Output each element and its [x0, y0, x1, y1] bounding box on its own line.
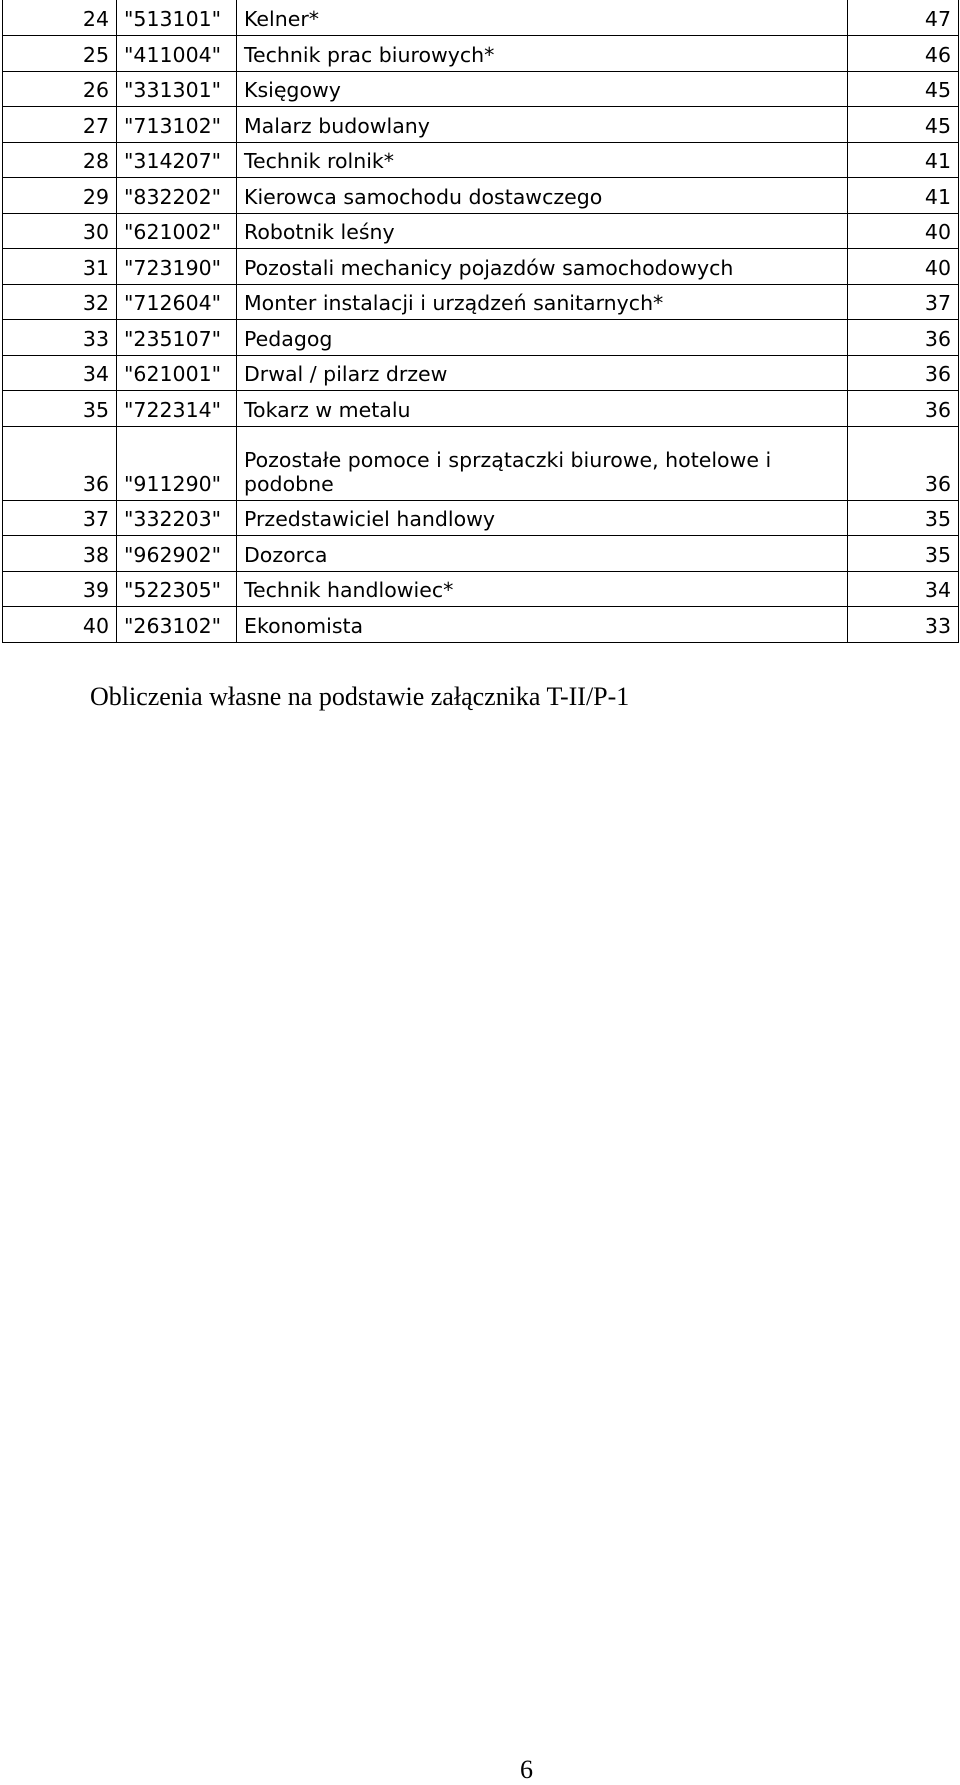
- occupation-name: Przedstawiciel handlowy: [237, 500, 848, 536]
- table-row: [3, 391, 959, 427]
- occupation-count: 36: [848, 320, 959, 356]
- row-number: 33: [3, 320, 117, 356]
- row-number: 29: [3, 178, 117, 214]
- occupation-name: Kelner*: [237, 0, 848, 36]
- occupation-code: "621002": [117, 213, 237, 249]
- table-row: [3, 426, 959, 500]
- occupation-count: 35: [848, 500, 959, 536]
- occupation-code: "331301": [117, 71, 237, 107]
- occupation-name: Technik rolnik*: [237, 142, 848, 178]
- occupation-code: "263102": [117, 607, 237, 643]
- source-note: Obliczenia własne na podstawie załącznika T-II/P-1: [90, 682, 630, 711]
- table-row: [3, 36, 959, 72]
- occupation-count: 47: [848, 0, 959, 36]
- page-number: 6: [520, 1755, 533, 1784]
- row-number: 31: [3, 249, 117, 285]
- occupation-code: "411004": [117, 36, 237, 72]
- row-number: 37: [3, 500, 117, 536]
- row-number: 36: [3, 426, 117, 500]
- occupation-count: 41: [848, 178, 959, 214]
- row-number: 35: [3, 391, 117, 427]
- occupation-name: Technik handlowiec*: [237, 571, 848, 607]
- occupation-count: 45: [848, 71, 959, 107]
- occupation-count: 33: [848, 607, 959, 643]
- table-row: [3, 284, 959, 320]
- table-row: [3, 213, 959, 249]
- table-row: [3, 536, 959, 572]
- occupation-code: "911290": [117, 426, 237, 500]
- row-number: 40: [3, 607, 117, 643]
- occupation-code: "235107": [117, 320, 237, 356]
- occupation-count: 40: [848, 213, 959, 249]
- table-row: [3, 107, 959, 143]
- occupation-count: 37: [848, 284, 959, 320]
- occupation-count: 36: [848, 426, 959, 500]
- row-number: 32: [3, 284, 117, 320]
- row-number: 25: [3, 36, 117, 72]
- occupation-name: Kierowca samochodu dostawczego: [237, 178, 848, 214]
- row-number: 24: [3, 0, 117, 36]
- occupation-name: Pozostałe pomoce i sprzątaczki biurowe, hotelowe i podobne: [237, 426, 848, 500]
- occupation-code: "832202": [117, 178, 237, 214]
- occupation-code: "314207": [117, 142, 237, 178]
- occupation-code: "712604": [117, 284, 237, 320]
- table-row: [3, 571, 959, 607]
- occupation-code: "522305": [117, 571, 237, 607]
- table-row: [3, 0, 959, 36]
- row-number: 38: [3, 536, 117, 572]
- occupation-name: Księgowy: [237, 71, 848, 107]
- occupation-count: 45: [848, 107, 959, 143]
- occupation-name: Drwal / pilarz drzew: [237, 355, 848, 391]
- occupation-count: 46: [848, 36, 959, 72]
- occupation-name: Dozorca: [237, 536, 848, 572]
- occupation-name: Ekonomista: [237, 607, 848, 643]
- occupation-name: Pedagog: [237, 320, 848, 356]
- occupation-count: 36: [848, 391, 959, 427]
- table-row: [3, 607, 959, 643]
- row-number: 34: [3, 355, 117, 391]
- row-number: 26: [3, 71, 117, 107]
- occupation-name: Monter instalacji i urządzeń sanitarnych*: [237, 284, 848, 320]
- occupation-count: 34: [848, 571, 959, 607]
- table-row: [3, 178, 959, 214]
- occupation-code: "713102": [117, 107, 237, 143]
- occupation-name: Malarz budowlany: [237, 107, 848, 143]
- occupations-table-container: [2, 0, 958, 643]
- table-row: [3, 500, 959, 536]
- table-row: [3, 142, 959, 178]
- occupations-table: [2, 0, 959, 643]
- row-number: 28: [3, 142, 117, 178]
- table-row: [3, 71, 959, 107]
- occupation-name: Pozostali mechanicy pojazdów samochodowych: [237, 249, 848, 285]
- occupation-count: 41: [848, 142, 959, 178]
- occupation-name: Robotnik leśny: [237, 213, 848, 249]
- occupation-code: "513101": [117, 0, 237, 36]
- occupation-count: 35: [848, 536, 959, 572]
- occupation-count: 40: [848, 249, 959, 285]
- table-row: [3, 320, 959, 356]
- occupation-code: "621001": [117, 355, 237, 391]
- occupation-code: "332203": [117, 500, 237, 536]
- table-row: [3, 355, 959, 391]
- occupation-count: 36: [848, 355, 959, 391]
- row-number: 39: [3, 571, 117, 607]
- occupation-code: "722314": [117, 391, 237, 427]
- occupation-name: Technik prac biurowych*: [237, 36, 848, 72]
- row-number: 27: [3, 107, 117, 143]
- occupation-code: "723190": [117, 249, 237, 285]
- table-row: [3, 249, 959, 285]
- occupation-name: Tokarz w metalu: [237, 391, 848, 427]
- occupation-code: "962902": [117, 536, 237, 572]
- row-number: 30: [3, 213, 117, 249]
